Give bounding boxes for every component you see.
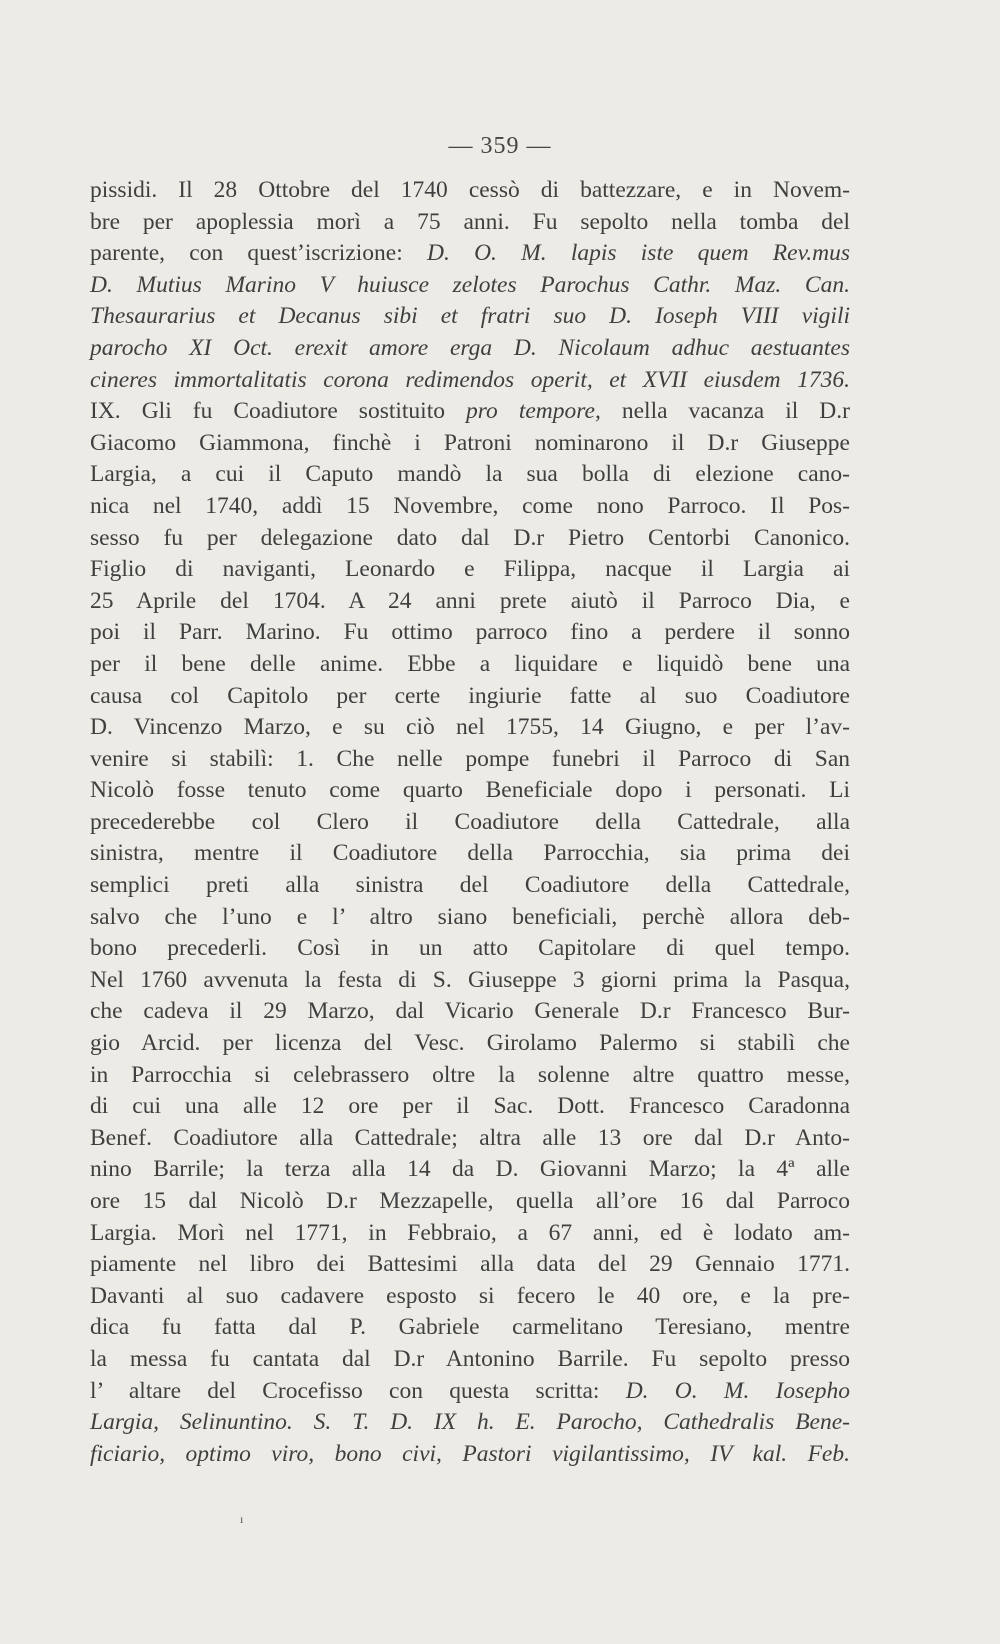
text-run: Largia. Morì nel 1771, in Febbraio, a 67 anni, ed è lodato am- xyxy=(90,1219,850,1246)
text-run: bre per apoplessia morì a 75 anni. Fu sepolto nella tomba del xyxy=(90,208,850,235)
text-run: gio Arcid. per licenza del Vesc. Girolamo Palermo si stabilì che xyxy=(90,1030,850,1057)
text-line xyxy=(90,175,850,207)
text-line xyxy=(90,459,850,491)
text-line xyxy=(90,1123,850,1155)
italic-text: D. O. M. Iosepho xyxy=(625,1377,850,1404)
text-line xyxy=(90,1091,850,1123)
text-line xyxy=(90,396,850,428)
text-line xyxy=(90,870,850,902)
text-line xyxy=(90,270,850,302)
text-line xyxy=(90,965,850,997)
text-line xyxy=(90,1281,850,1313)
text-line xyxy=(90,333,850,365)
text-run: IX. Gli fu Coadiutore sostituito xyxy=(90,398,467,425)
text-run: per il bene delle anime. Ebbe a liquidare e liquidò bene una xyxy=(90,650,850,677)
text-run: causa col Capitolo per certe ingiurie fatte al suo Coadiutore xyxy=(90,682,850,709)
text-run: che cadeva il 29 Marzo, dal Vicario Generale D.r Francesco Bur- xyxy=(90,998,850,1025)
text-line xyxy=(90,586,850,618)
italic-text: D. Mutius Marino V huiusce zelotes Parochus Cathr. Maz. Can. xyxy=(90,271,850,298)
text-run: nella vacanza il D.r xyxy=(600,398,850,425)
text-line xyxy=(90,523,850,555)
stray-mark: ı xyxy=(240,1512,244,1526)
text-run: D. Vincenzo Marzo, e su ciò nel 1755, 14 Giugno, e per l’av- xyxy=(90,714,850,741)
text-line xyxy=(90,1028,850,1060)
text-run: in Parrocchia si celebrassero oltre la solenne altre quattro messe, xyxy=(90,1061,850,1088)
text-line xyxy=(90,775,850,807)
text-line xyxy=(90,838,850,870)
text-line xyxy=(90,649,850,681)
text-line xyxy=(90,902,850,934)
italic-text: pro tempore, xyxy=(466,398,601,425)
text-line xyxy=(90,365,850,397)
text-line xyxy=(90,933,850,965)
text-line xyxy=(90,1154,850,1186)
text-run: Davanti al suo cadavere esposto si fecero le 40 ore, e la pre- xyxy=(90,1282,850,1309)
text-line xyxy=(90,1439,850,1471)
text-line xyxy=(90,1060,850,1092)
text-line xyxy=(90,1249,850,1281)
text-line xyxy=(90,1376,850,1408)
text-line xyxy=(90,617,850,649)
text-run: Giacomo Giammona, finchè i Patroni nominarono il D.r Giuseppe xyxy=(90,429,850,456)
text-run: 25 Aprile del 1704. A 24 anni prete aiutò il Parroco Dia, e xyxy=(90,587,850,614)
text-line xyxy=(90,996,850,1028)
italic-text: cineres immortalitatis corona redimendos operit, et XVII eiusdem 1736. xyxy=(90,366,850,393)
text-line xyxy=(90,1407,850,1439)
text-run: Nicolò fosse tenuto come quarto Beneficiale dopo i personati. Li xyxy=(90,777,850,804)
text-run: sesso fu per delegazione dato dal D.r Pietro Centorbi Canonico. xyxy=(90,524,850,551)
text-run: Benef. Coadiutore alla Cattedrale; altra alle 13 ore dal D.r Anto- xyxy=(90,1124,850,1151)
text-run: Nel 1760 avvenuta la festa di S. Giuseppe 3 giorni prima la Pasqua, xyxy=(90,966,850,993)
text-line xyxy=(90,1344,850,1376)
italic-text: Largia, Selinuntino. S. T. D. IX h. E. Parocho, Cathedralis Bene- xyxy=(90,1409,850,1436)
italic-text: Thesaurarius et Decanus sibi et fratri suo D. Ioseph VIII vigili xyxy=(90,303,850,330)
text-run: Figlio di naviganti, Leonardo e Filippa, nacque il Largia ai xyxy=(90,556,850,583)
text-run: sinistra, mentre il Coadiutore della Parrocchia, sia prima dei xyxy=(90,840,850,867)
text-run: bono precederli. Così in un atto Capitolare di quel tempo. xyxy=(90,935,850,962)
page-number: — 359 — xyxy=(448,133,552,159)
text-line xyxy=(90,712,850,744)
text-run: ore 15 dal Nicolò D.r Mezzapelle, quella all’ore 16 dal Parroco xyxy=(90,1188,850,1214)
text-line xyxy=(90,1312,850,1344)
text-line xyxy=(90,238,850,270)
text-run: di cui una alle 12 ore per il Sac. Dott. Francesco Caradonna xyxy=(90,1093,850,1120)
text-line xyxy=(90,807,850,839)
text-run: Largia, a cui il Caputo mandò la sua bolla di elezione cano- xyxy=(90,461,850,488)
text-line xyxy=(90,744,850,776)
text-run: la messa fu cantata dal D.r Antonino Barrile. Fu sepolto presso xyxy=(90,1345,850,1372)
text-run: parente, con quest’iscrizione: xyxy=(90,240,427,267)
body-text xyxy=(90,175,850,1470)
text-line xyxy=(90,1186,850,1218)
text-run: nica nel 1740, addì 15 Novembre, come nono Parroco. Il Pos- xyxy=(90,492,850,519)
text-line xyxy=(90,681,850,713)
text-run: pissidi. Il 28 Ottobre del 1740 cessò di battezzare, e in Novem- xyxy=(90,177,850,203)
text-line xyxy=(90,207,850,239)
text-line xyxy=(90,491,850,523)
text-run: nino Barrile; la terza alla 14 da D. Giovanni Marzo; la 4ª alle xyxy=(90,1156,850,1183)
text-run: venire si stabilì: 1. Che nelle pompe funebri il Parroco di San xyxy=(90,745,850,772)
text-run: precederebbe col Clero il Coadiutore della Cattedrale, alla xyxy=(90,808,850,835)
text-line xyxy=(90,1218,850,1250)
text-line xyxy=(90,428,850,460)
italic-text: ficiario, optimo viro, bono civi, Pastori vigilantissimo, IV kal. Feb. xyxy=(90,1440,850,1467)
text-line xyxy=(90,554,850,586)
italic-text: parocho XI Oct. erexit amore erga D. Nicolaum adhuc aestuantes xyxy=(90,334,850,361)
text-run: l’ altare del Crocefisso con questa scritta: xyxy=(90,1377,626,1404)
text-line xyxy=(90,301,850,333)
text-run: dica fu fatta dal P. Gabriele carmelitano Teresiano, mentre xyxy=(90,1314,850,1341)
italic-text: D. O. M. lapis iste quem Rev.mus xyxy=(426,240,851,267)
text-run: salvo che l’uno e l’ altro siano beneficiali, perchè allora deb- xyxy=(90,903,850,930)
text-run: piamente nel libro dei Battesimi alla data del 29 Gennaio 1771. xyxy=(90,1251,850,1278)
text-run: semplici preti alla sinistra del Coadiutore della Cattedrale, xyxy=(90,872,850,899)
text-run: poi il Parr. Marino. Fu ottimo parroco fino a perdere il sonno xyxy=(90,619,850,646)
